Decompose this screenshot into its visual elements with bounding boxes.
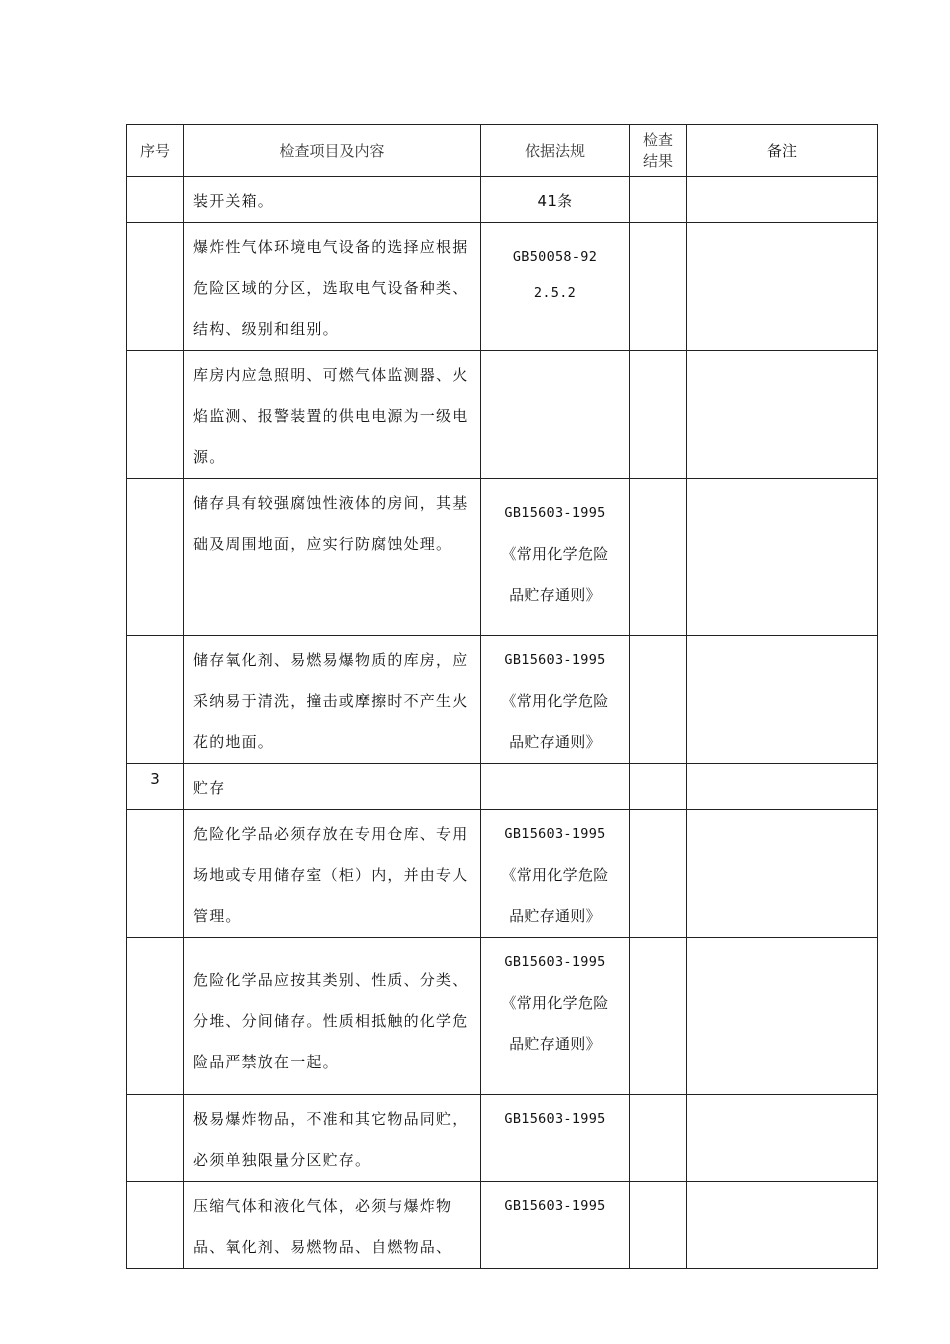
- note-cell: [687, 1095, 878, 1182]
- item-cell: [184, 1182, 481, 1269]
- law-cell: [481, 636, 630, 764]
- law-line: GB15603-1995: [504, 826, 606, 842]
- result-cell: [630, 636, 687, 764]
- note-cell: [687, 810, 878, 938]
- item-content: 危险化学品必须存放在专用仓库、专用场地或专用储存室（柜）内，并由专人管理。: [193, 825, 469, 925]
- table-row: [127, 479, 878, 636]
- row-number-cell: [127, 351, 184, 479]
- result-cell: [630, 938, 687, 1095]
- law-cell: [481, 810, 630, 938]
- table-row: [127, 1182, 878, 1269]
- result-cell: [630, 479, 687, 636]
- result-cell: [630, 764, 687, 810]
- law-cell: [481, 177, 630, 223]
- item-cell: [184, 636, 481, 764]
- table-row: [127, 1095, 878, 1182]
- header-item: 检查项目及内容: [184, 125, 481, 177]
- item-content: 极易爆炸物品，不准和其它物品同贮，必须单独限量分区贮存。: [193, 1110, 469, 1169]
- table-row: [127, 351, 878, 479]
- row-number: [127, 1182, 183, 1186]
- law-line: GB15603-1995: [504, 505, 606, 521]
- note-cell: [687, 764, 878, 810]
- item-cell: [184, 351, 481, 479]
- law-line: 品贮存通则》: [509, 733, 601, 751]
- note-cell: [687, 351, 878, 479]
- table-row: [127, 636, 878, 764]
- note-cell: [687, 938, 878, 1095]
- law-line: 品贮存通则》: [509, 586, 601, 604]
- law-line: GB15603-1995: [504, 1111, 606, 1127]
- table-row: [127, 938, 878, 1095]
- result-cell: [630, 1095, 687, 1182]
- header-result-line2: 结果: [642, 151, 673, 170]
- row-number: 3: [150, 770, 160, 788]
- law-line: 品贮存通则》: [509, 907, 601, 925]
- result-cell: [630, 1182, 687, 1269]
- header-no: 序号: [127, 125, 184, 177]
- header-result-line1: 检查: [642, 130, 673, 149]
- law-line: 《常用化学危险: [501, 994, 609, 1012]
- table-row: [127, 810, 878, 938]
- law-cell: [481, 223, 630, 351]
- row-number: [127, 479, 183, 483]
- law-cell: [481, 1095, 630, 1182]
- table-row: [127, 764, 878, 810]
- inspection-checklist-table: [126, 124, 878, 1269]
- law-line: GB15603-1995: [504, 954, 606, 970]
- item-cell: [184, 938, 481, 1095]
- item-content: 储存氧化剂、易燃易爆物质的库房，应采纳易于清洗，撞击或摩擦时不产生火花的地面。: [193, 651, 469, 751]
- law-line: GB15603-1995: [504, 652, 606, 668]
- law-cell: [481, 479, 630, 636]
- row-number: [127, 223, 183, 227]
- row-number-cell: [127, 1095, 184, 1182]
- law-line: GB50058-92: [512, 249, 598, 265]
- item-content: 压缩气体和液化气体，必须与爆炸物品、氧化剂、易燃物品、自燃物品、: [193, 1197, 453, 1256]
- row-number-cell: [127, 810, 184, 938]
- note-cell: [687, 223, 878, 351]
- item-content: 储存具有较强腐蚀性液体的房间，其基础及周围地面，应实行防腐蚀处理。: [193, 494, 469, 553]
- law-line: 2.5.2: [533, 285, 577, 301]
- row-number: [127, 177, 183, 181]
- law-cell: [481, 351, 630, 479]
- row-number-cell: [127, 938, 184, 1095]
- law-cell: [481, 764, 630, 810]
- row-number-cell: [127, 764, 184, 810]
- law-line: 品贮存通则》: [509, 1035, 601, 1053]
- result-cell: [630, 223, 687, 351]
- table-row: [127, 223, 878, 351]
- result-cell: [630, 351, 687, 479]
- law-line: 41条: [537, 192, 573, 210]
- row-number-cell: [127, 479, 184, 636]
- note-cell: [687, 177, 878, 223]
- law-line: GB15603-1995: [504, 1198, 606, 1214]
- header-law: 依据法规: [481, 125, 630, 177]
- note-cell: [687, 479, 878, 636]
- result-cell: [630, 810, 687, 938]
- law-cell: [481, 938, 630, 1095]
- law-line: 《常用化学危险: [501, 545, 609, 563]
- row-number: [127, 636, 183, 640]
- item-cell: [184, 764, 481, 810]
- row-number-cell: [127, 1182, 184, 1269]
- item-content: 库房内应急照明、可燃气体监测器、火焰监测、报警装置的供电电源为一级电源。: [193, 366, 469, 466]
- row-number-cell: [127, 636, 184, 764]
- note-cell: [687, 1182, 878, 1269]
- row-number: [127, 938, 183, 942]
- row-number: [127, 1095, 183, 1099]
- table-header-row: [127, 125, 878, 177]
- item-content: 爆炸性气体环境电气设备的选择应根据危险区域的分区，选取电气设备种类、结构、级别和组别。: [193, 238, 469, 338]
- table-row: [127, 177, 878, 223]
- law-line: 《常用化学危险: [501, 866, 609, 884]
- item-cell: [184, 223, 481, 351]
- row-number-cell: [127, 177, 184, 223]
- row-number-cell: [127, 223, 184, 351]
- law-cell: [481, 1182, 630, 1269]
- result-cell: [630, 177, 687, 223]
- item-content: 装开关箱。: [193, 192, 275, 210]
- law-line: 《常用化学危险: [501, 692, 609, 710]
- note-cell: [687, 636, 878, 764]
- item-cell: [184, 810, 481, 938]
- row-number: [127, 810, 183, 814]
- item-cell: [184, 1095, 481, 1182]
- item-cell: [184, 177, 481, 223]
- header-note: 备注: [687, 125, 878, 177]
- item-content: 贮存: [193, 779, 226, 797]
- row-number: [127, 351, 183, 355]
- header-result: [630, 125, 687, 177]
- item-content: 危险化学品应按其类别、性质、分类、分堆、分间储存。性质相抵触的化学危险品严禁放在一起。: [193, 971, 469, 1071]
- item-cell: [184, 479, 481, 636]
